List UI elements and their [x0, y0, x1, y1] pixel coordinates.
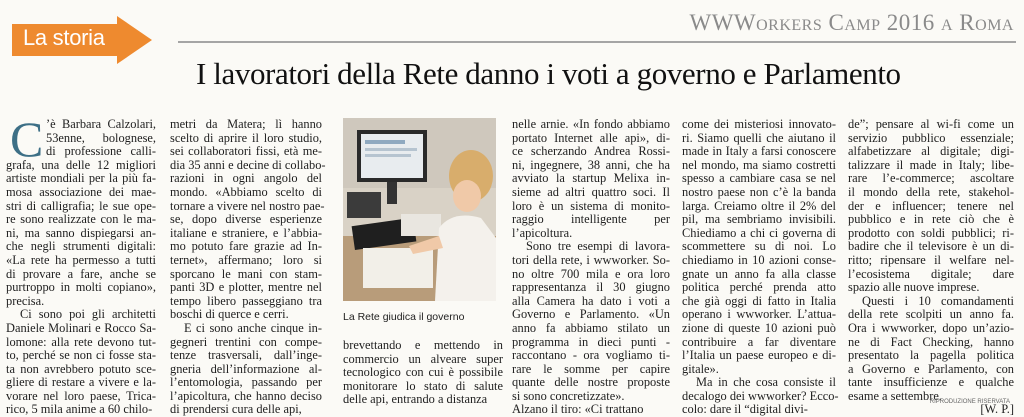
text-line: mo potuto fare grazie ad In-	[170, 239, 322, 254]
text-line: chiediamo in 10 azioni conse-	[682, 252, 836, 267]
text-line: ta non avrebbero potuto sce-	[6, 361, 156, 376]
text-line: ’è Barbara Calzolari,	[46, 117, 156, 131]
woman-at-computer-illustration	[343, 118, 496, 301]
text-line: scelto di aprire il loro studio,	[170, 130, 322, 145]
copyright-credit: RIPRODUZIONE RISERVATA	[929, 399, 1010, 405]
text-line: gegneri trentini con compe-	[170, 334, 322, 349]
text-line: sporcano le mani con stam-	[170, 266, 322, 281]
text-line: presentato la pagella politica	[848, 348, 1014, 363]
text-line: der e influencer; tenere nel	[848, 198, 1014, 213]
text-line: se, dopo diverse esperienze	[170, 212, 322, 227]
text-line: pil, ma sembriamo invisibili.	[682, 212, 836, 227]
column-3-lower-text	[343, 339, 503, 407]
text-line: pubblico e in rete ciò che è	[848, 212, 1014, 227]
column-2-text	[170, 117, 326, 417]
photo-caption: La Rete giudica il governo	[343, 311, 465, 323]
text-line: si sono concretizzate».	[512, 388, 625, 403]
text-line: italiane e straniere, e l’abbia-	[170, 225, 322, 240]
text-line: monitorare lo stato di salute	[343, 378, 503, 393]
text-line: anno fa abbiamo stilato un	[512, 320, 670, 335]
article-column-1	[6, 111, 156, 417]
text-line: di professione calli-	[46, 144, 156, 159]
text-line: sei collaboratori fissi, età me-	[170, 144, 322, 159]
text-line: che negli strumenti digitali:	[6, 239, 156, 254]
text-line: prodotto con soldi pubblici; ri-	[848, 225, 1014, 240]
text-line: stri di calligrafia; le sue ope-	[6, 198, 156, 213]
text-line: contribuire a far diventare	[682, 334, 836, 349]
text-line: l’apicoltura.	[512, 225, 573, 240]
text-line: rare le somme per capire	[512, 361, 670, 376]
article-photo	[343, 118, 496, 301]
text-line: politica perché prenda atto	[682, 280, 836, 295]
text-line: di prendersi cura delle api,	[170, 402, 302, 417]
dropcap: C	[10, 111, 44, 167]
text-line: talizzare il made in Italy; libe-	[848, 157, 1014, 172]
text-line: to, perché se non ci fosse sta-	[6, 348, 156, 363]
text-line: Ci sono poi gli architetti	[20, 307, 156, 322]
text-line: mosa associazione dei mae-	[6, 184, 156, 199]
text-line: l’entomologia, passando per	[170, 375, 322, 390]
text-line: made in Italy a farsi conoscere	[682, 144, 836, 159]
text-line: come dei misteriosi innovato-	[682, 117, 836, 131]
text-line: Ma in che cosa consiste il	[696, 375, 836, 390]
column-4-text	[682, 117, 839, 417]
text-line: purtroppo in molti copiano»,	[6, 280, 156, 295]
text-line: Chiediamo a chi ci governa di	[682, 225, 836, 240]
text-line: gliere di restare a vivere e la-	[6, 375, 156, 390]
section-rule	[178, 41, 1016, 43]
text-line: il mondo della rete, stakehol-	[848, 184, 1014, 199]
text-line: servizio pubblico essenziale;	[848, 130, 1014, 145]
text-line: de”; pensare al wi-fi come un	[848, 117, 1014, 131]
text-line: tempo libero passeggiano tra	[170, 293, 322, 308]
signature-line	[848, 403, 1014, 417]
text-line: gnate un anno fa alla classe	[682, 266, 836, 281]
text-line: raccontano - ora vogliamo ti-	[512, 348, 670, 363]
text-line: della rete scolpiti un anno fa.	[848, 307, 1014, 322]
text-line: nelle arnie. «In fondo abbiamo	[512, 117, 670, 131]
text-line: gitale».	[682, 361, 719, 376]
text-line: brevettando e mettendo in	[343, 338, 503, 352]
text-line: avviato la startup Melixa in-	[512, 171, 670, 186]
text-line: badire che il televisore è un di-	[848, 239, 1014, 254]
text-line: E ci sono anche cinque in-	[184, 320, 322, 335]
text-line: esame a settembre.	[848, 388, 942, 403]
text-line: alfabetizzare al digitale; digi-	[848, 144, 1014, 159]
text-line: rico, 5 mila anime a 60 chilo-	[6, 402, 153, 417]
text-line: panti 3D e plotter, mentre nel	[170, 280, 322, 295]
text-line: artiste mondiali per la più fa-	[6, 171, 156, 186]
headline: I lavoratori della Rete danno i voti a governo e Parlamento	[196, 56, 901, 91]
text-line: nostro paese non c’è la banda	[682, 184, 836, 199]
text-line: portato Internet alle api», di-	[512, 130, 670, 145]
text-line: vorare nel loro paese, Trica-	[6, 388, 156, 403]
text-line: quante delle nostre proposte	[512, 375, 670, 390]
text-line: mondo. «Abbiamo scelto di	[170, 184, 322, 199]
text-line: Governo e Parlamento. «Un	[512, 307, 670, 322]
text-line: «La rete ha permesso a tutti	[6, 252, 156, 267]
text-line: tenze trasversali, dall’inge-	[170, 348, 322, 363]
column-3-text	[512, 118, 670, 417]
kicker-label: La storia	[23, 25, 105, 50]
text-line: Ora i wwworker, dopo un’azio-	[848, 320, 1014, 335]
text-line: tecnologico con cui è possibile	[343, 365, 503, 380]
text-line: gneria dell’informazione al-	[170, 361, 322, 376]
text-line: Alzano il tiro: «Ci trattano	[512, 402, 644, 417]
column-5-text	[848, 118, 1014, 403]
article-column-5	[848, 118, 1014, 417]
text-line: l’Italia un paese europeo e di-	[682, 348, 836, 363]
text-line: decalogo dei wwworker? Ecco-	[682, 388, 839, 403]
text-line: 53enne, bolognese,	[46, 130, 156, 145]
text-line: tornare a vivere nel nostro pae-	[170, 198, 325, 213]
author-signature: [W. P.]	[980, 402, 1014, 417]
text-line: metri da Matera; lì hanno	[170, 117, 322, 131]
text-line: dia 35 anni e decine di collabo-	[170, 157, 326, 172]
text-line: larga. Creiamo oltre il 2% del	[682, 198, 836, 213]
text-line: ce scherzando Andrea Rossi-	[512, 144, 670, 159]
text-line: ni, ingegnere, 38 anni, che ha	[512, 157, 670, 172]
text-line: ri. Siamo quelli che aiutano il	[682, 130, 836, 145]
text-line: Questi i 10 comandamenti	[862, 293, 1014, 308]
article-column-3	[512, 118, 670, 417]
text-line: sieme ad altri quattro soci. Il	[512, 184, 670, 199]
text-line: razioni in ogni angolo del	[170, 171, 322, 186]
text-line: zione di queste 10 azioni può	[682, 320, 836, 335]
text-line: ne di Fact Checking, hanno	[848, 334, 1014, 349]
article-column-4	[682, 117, 839, 417]
text-line: boschi di querce e cerri.	[170, 307, 289, 322]
text-line: spesso a cambiare casa se nel	[682, 171, 836, 186]
text-line: operano i wwworker. L’attua-	[682, 307, 836, 322]
text-line: no oltre 700 mila e ora loro	[512, 266, 670, 281]
text-line: ritto; ripensare il welfare nel-	[848, 252, 1014, 267]
article-column-3-lower	[343, 339, 503, 407]
text-line: di provare a fare, anche se	[6, 266, 156, 281]
text-line: loro è un sistema di monito-	[512, 198, 670, 213]
text-line: tori della rete, i wwworker. So-	[512, 252, 670, 267]
text-line: l’apicoltura, che hanno deciso	[170, 388, 322, 403]
text-line: raggio intelligente per	[512, 212, 670, 227]
text-line: rare l’e-commerce; ascoltare	[848, 171, 1014, 186]
text-line: precisa.	[6, 293, 45, 308]
text-line: scommettere su di noi. Lo	[682, 239, 836, 254]
text-line: programma in dieci punti -	[512, 334, 670, 349]
text-line: delle api, entrando a distanza	[343, 392, 488, 407]
text-line: spazio alle nuove imprese.	[848, 280, 980, 295]
text-line: Daniele Molinari e Rocco Sa-	[6, 320, 156, 335]
text-line: Sono tre esempi di lavora-	[526, 239, 670, 254]
story-kicker	[12, 16, 152, 64]
text-line: che già oggi di fatto in Italia	[682, 293, 836, 308]
text-line: commercio un alveare super	[343, 351, 503, 366]
text-line: a Governo e Parlamento, con	[848, 361, 1014, 376]
text-line: lomone: alla rete devono tut-	[6, 334, 156, 349]
article-column-2	[170, 117, 326, 417]
text-line: ni, ma sanno dispiegarsi an-	[6, 225, 156, 240]
text-line: nel mondo, ma siamo costretti	[682, 157, 836, 172]
text-line: tante insufficienze e qualche	[848, 375, 1014, 390]
text-line: grafa, una delle 12 migliori	[6, 157, 156, 172]
text-line: l’ecosistema digitale; dare	[848, 266, 1014, 281]
section-title: WWWorkers Camp 2016 a Roma	[689, 10, 1014, 35]
text-line: re sono realizzate con le ma-	[6, 212, 156, 227]
text-line: ternet», affermano; loro si	[170, 252, 322, 267]
text-line: alla Camera ha dato i voti a	[512, 293, 670, 308]
text-line: rappresentanza il 30 giugno	[512, 280, 670, 295]
text-line: colo: dare il “digital divi-	[682, 402, 808, 417]
